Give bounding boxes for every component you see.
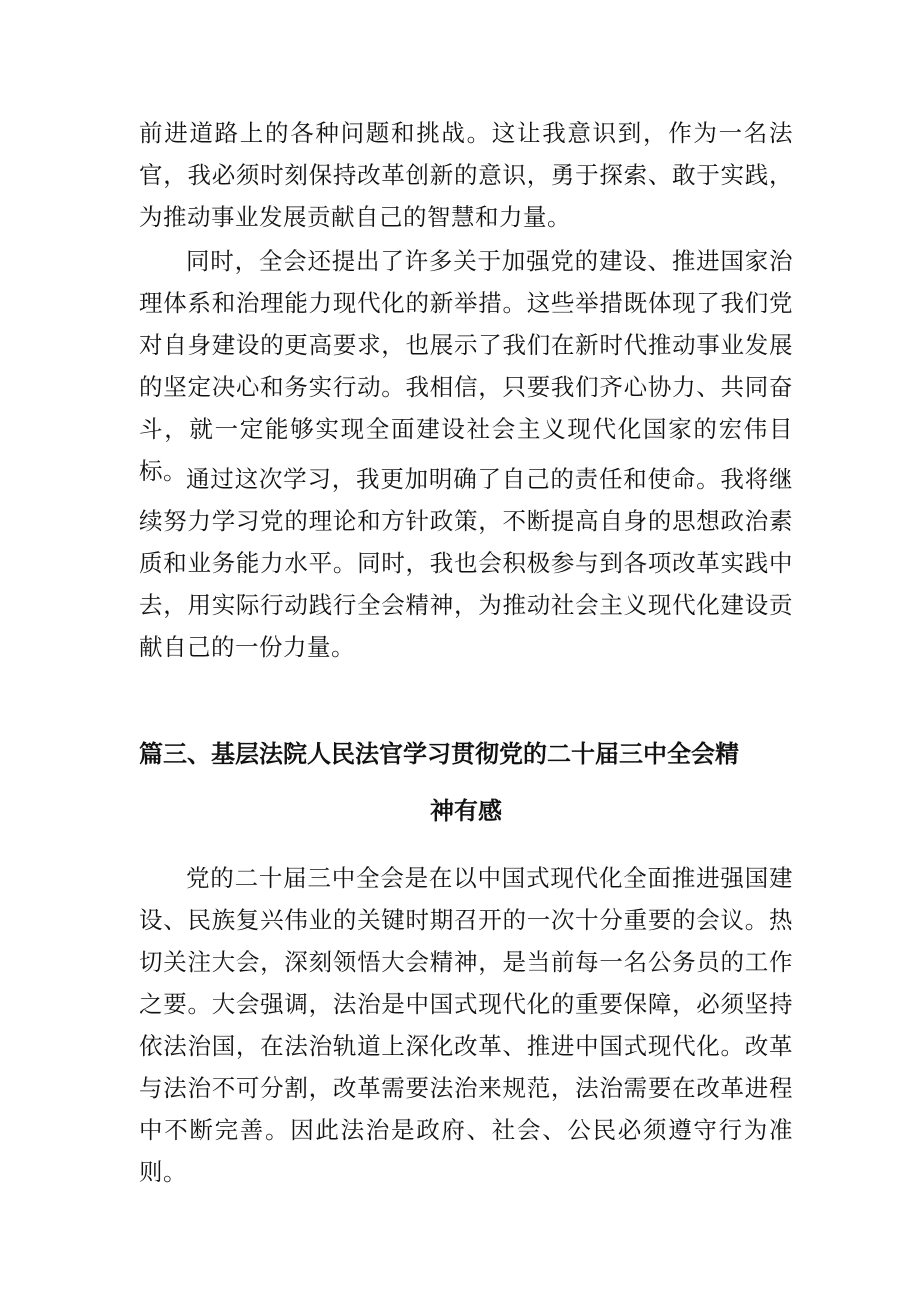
paragraph-plenum-intro: 党的二十届三中全会是在以中国式现代化全面推进强国建设、民族复兴伟业的关键时期召开的一次十分重要的会议。热切关注大会，深刻领悟大会精神，是当前每一名公务员的工作之要。大会强调，法治是中国式现代化的重要保障，必须坚持依法治国，在法治轨道上深化改革、推进中国式现代化。改革与法治不可分割，改革需要法治来规范，法治需要在改革进程中不断完善。因此法治是政府、社会、公民必须遵守行为准则。 [139, 864, 793, 1186]
paragraph-continuation: 前进道路上的各种问题和挑战。这让我意识到，作为一名法官，我必须时刻保持改革创新的意识，勇于探索、敢于实践，为推动事业发展贡献自己的智慧和力量。 [139, 119, 793, 231]
section-heading-line-1: 篇三、基层法院人民法官学习贯彻党的二十届三中全会精 [139, 740, 739, 768]
paragraph-reform-measures: 同时，全会还提出了许多关于加强党的建设、推进国家治理体系和治理能力现代化的新举措。这些举措既体现了我们党对自身建设的更高要求，也展示了我们在新时代推动事业发展的坚定决心和务实行动。我相信，只要我们齐心协力、共同奋斗，就一定能够实现全面建设社会主义现代化国家的宏伟目标。 [139, 247, 793, 485]
section-heading-line-2: 神有感 [430, 797, 502, 825]
paragraph-responsibility: 通过这次学习，我更加明确了自己的责任和使命。我将继续努力学习党的理论和方针政策，不断提高自身的思想政治素质和业务能力水平。同时，我也会积极参与到各项改革实践中去，用实际行动践行全会精神，为推动社会主义现代化建设贡献自己的一份力量。 [139, 465, 793, 661]
